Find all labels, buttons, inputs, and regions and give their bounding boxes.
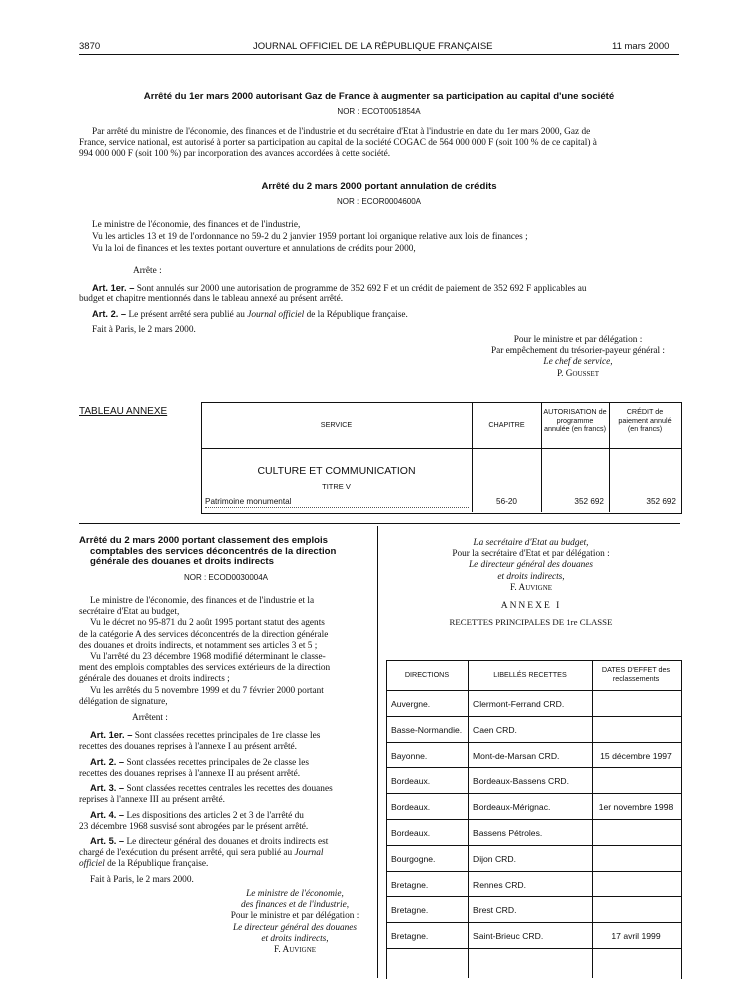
arrete3-fait: Fait à Paris, le 2 mars 2000. xyxy=(90,875,194,885)
arrete1-body-3: 994 000 000 F (soit 100 %) par incorporation des avances accordées à cette société. xyxy=(79,149,391,159)
tableau-section: CULTURE ET COMMUNICATION xyxy=(257,465,416,477)
tableau-col-rule-3 xyxy=(609,402,610,512)
table-row-libelle: Mont-de-Marsan CRD. xyxy=(473,751,560,761)
table-row-rule xyxy=(386,819,681,820)
page-number: 3870 xyxy=(79,41,101,52)
arrete2-art1-line1: Art. 1er. – Sont annulés sur 2000 une autorisation de programme de 352 692 F et un crédit de paiement de 352 692 F applicables au xyxy=(92,283,587,294)
tableau-row-autorisation: 352 692 xyxy=(574,497,604,506)
table-row-direction: Bordeaux. xyxy=(391,828,431,838)
arrete1-body-2: France, service national, est autorisé à porter sa participation au capital de la société COGAC de 564 000 000 F (soit 100 % de ce capital) à xyxy=(79,138,597,148)
table-row-rule xyxy=(386,948,681,949)
table-row-libelle: Brest CRD. xyxy=(473,905,517,915)
table-row-direction: Bayonne. xyxy=(391,751,428,761)
arrete2-signature: Pour le ministre et par délégation : Par empêchement du trésorier-payeur général : Le chef de service, P. Gousset xyxy=(490,335,666,379)
arrete1-body-1: Par arrêté du ministre de l'économie, des finances et de l'industrie et du secrétaire d'Etat à l'industrie en date du 1er mars 2000, Gaz de xyxy=(92,127,591,137)
arrete3-art3: Art. 3. – Sont classées recettes centrales les recettes des douanes reprises à l'annexe III au présent arrêté. xyxy=(79,783,333,806)
arrete2-arrete: Arrête : xyxy=(133,266,162,276)
table-row-rule xyxy=(386,845,681,846)
tableau-col-rule-1 xyxy=(472,402,473,512)
journal-title: JOURNAL OFFICIEL DE LA RÉPUBLIQUE FRANÇAISE xyxy=(253,41,493,52)
arrete3-signature: Le ministre de l'économie, des finances et de l'industrie, Pour le ministre et par délégation : Le directeur général des douanes et droits indirects, F. Auvigne xyxy=(230,889,360,956)
annexe-subtitle: RECETTES PRINCIPALES DE 1re CLASSE xyxy=(449,617,613,627)
table-row-rule xyxy=(386,871,681,872)
tableau-titre: TITRE V xyxy=(322,482,351,491)
annexe-header-directions: DIRECTIONS xyxy=(404,670,450,679)
arrete3-nor: NOR : ECOD0030004A xyxy=(183,573,269,582)
annexe-header-dates: DATES D'EFFET des reclassements xyxy=(601,665,671,683)
table-row-direction: Bourgogne. xyxy=(391,854,436,864)
annexe-header-libelles: LIBELLÉS RECETTES xyxy=(493,670,567,679)
table-row-rule xyxy=(386,896,681,897)
arrete2-visa-1: Le ministre de l'économie, des finances et de l'industrie, xyxy=(92,220,301,230)
tableau-col-rule-2 xyxy=(541,402,542,512)
tableau-header-autorisation: AUTORISATION de programme annulée (en francs) xyxy=(543,407,607,433)
arrete3-art4: Art. 4. – Les dispositions des articles 2 et 3 de l'arrêté du 23 décembre 1968 susvisé sont abrogées par le présent arrêté. xyxy=(79,810,309,833)
arrete1-title: Arrêté du 1er mars 2000 autorisant Gaz de France à augmenter sa participation au capital d'une société xyxy=(143,91,615,102)
table-row-date: 1er novembre 1998 xyxy=(598,802,674,812)
arrete3-visas: Le ministre de l'économie, des finances et de l'industrie et la secrétaire d'Etat au budget, Vu le décret no 95-871 du 2 août 1995 portant statut des agents de la catégorie A des services déconcentrés de la direction générale des douanes et droits indirects, et notamment ses articles 3 et 5 ; Vu l'arrêté du 23 décembre 1968 modifié déterminant le classe- ment des emplois comptables des services extérieurs de la direction générale des douanes et droits indirects ; Vu les arrêtés du 5 novembre 1999 et du 7 février 2000 portant délégation de signature, xyxy=(79,596,331,707)
table-row-rule xyxy=(386,716,681,717)
header-rule xyxy=(79,54,679,55)
table-row-rule xyxy=(386,922,681,923)
annexe-title: ANNEXE I xyxy=(500,601,562,611)
tableau-row-service: Patrimoine monumental xyxy=(205,497,469,508)
table-row-libelle: Bordeaux-Mérignac. xyxy=(473,802,551,812)
table-row-libelle: Bordeaux-Bassens CRD. xyxy=(473,776,570,786)
arrete1-nor: NOR : ECOT0051854A xyxy=(337,107,421,116)
table-row-direction: Bretagne. xyxy=(391,880,429,890)
table-row-libelle: Clermont-Ferrand CRD. xyxy=(473,699,565,709)
table-row-direction: Bordeaux. xyxy=(391,776,431,786)
table-row-rule xyxy=(386,767,681,768)
table-row-direction: Bretagne. xyxy=(391,931,429,941)
tableau-header-chapitre: CHAPITRE xyxy=(488,420,525,429)
table-row-direction: Basse-Normandie. xyxy=(391,725,463,735)
table-row-date: 17 avril 1999 xyxy=(611,931,661,941)
arrete2-nor: NOR : ECOR0004600A xyxy=(336,197,422,206)
tableau-row-chapitre: 56-20 xyxy=(496,497,517,506)
table-row-libelle: Caen CRD. xyxy=(473,725,517,735)
table-row-date: 15 décembre 1997 xyxy=(600,751,672,761)
tableau-header-service: SERVICE xyxy=(320,420,353,429)
table-row-rule xyxy=(386,793,681,794)
arrete2-visa-2: Vu les articles 13 et 19 de l'ordonnance no 59-2 du 2 janvier 1959 portant loi organique relative aux lois de finances ; xyxy=(92,232,528,242)
table-row-direction: Auvergne. xyxy=(391,699,431,709)
tableau-header-credit: CRÉDIT de paiement annulé (en francs) xyxy=(618,407,672,433)
table-row-rule xyxy=(386,690,681,691)
arrete3-art5: Art. 5. – Le directeur général des douanes et droits indirects est chargé de l'exécution du présent arrêté, qui sera publié au Journal officiel de la République française. xyxy=(79,836,329,870)
arrete3-arretent: Arrêtent : xyxy=(132,713,168,723)
arrete3-art1: Art. 1er. – Sont classées recettes principales de 1re classe les recettes des douanes reprises à l'annexe I au présent arrêté. xyxy=(79,730,321,753)
issue-date: 11 mars 2000 xyxy=(612,41,670,52)
arrete3-title: Arrêté du 2 mars 2000 portant classement des emplois comptables des services déconcentrés de la direction générale des douanes et droits indirects xyxy=(79,535,337,567)
table-row-libelle: Saint-Brieuc CRD. xyxy=(473,931,544,941)
table-row-rule xyxy=(386,742,681,743)
arrete2-visa-3: Vu la loi de finances et les textes portant ouverture et annulations de crédits pour 2000, xyxy=(92,244,416,254)
budget-signature: La secrétaire d'Etat au budget, Pour la secrétaire d'Etat et par délégation : Le directeur général des douanes et droits indirects, F. Auvigne xyxy=(452,538,610,593)
tableau-annexe-label: TABLEAU ANNEXE xyxy=(79,406,168,417)
table-row-libelle: Rennes CRD. xyxy=(473,880,527,890)
arrete3-art2: Art. 2. – Sont classées recettes principales de 2e classe les recettes des douanes reprises à l'annexe II au présent arrêté. xyxy=(79,757,309,780)
arrete2-title: Arrêté du 2 mars 2000 portant annulation de crédits xyxy=(261,181,497,192)
arrete2-art2: Art. 2. – Le présent arrêté sera publié au Journal officiel de la République française. xyxy=(92,309,408,320)
arrete2-art1-line2: budget et chapitre mentionnés dans le tableau annexé au présent arrêté. xyxy=(79,294,344,304)
table-row-direction: Bretagne. xyxy=(391,905,429,915)
table-row-libelle: Dijon CRD. xyxy=(473,854,516,864)
arrete2-fait: Fait à Paris, le 2 mars 2000. xyxy=(92,325,196,335)
section-rule xyxy=(79,523,680,524)
tableau-row-credit: 352 692 xyxy=(646,497,676,506)
table-row-direction: Bordeaux. xyxy=(391,802,431,812)
table-row-libelle: Bassens Pétroles. xyxy=(473,828,543,838)
